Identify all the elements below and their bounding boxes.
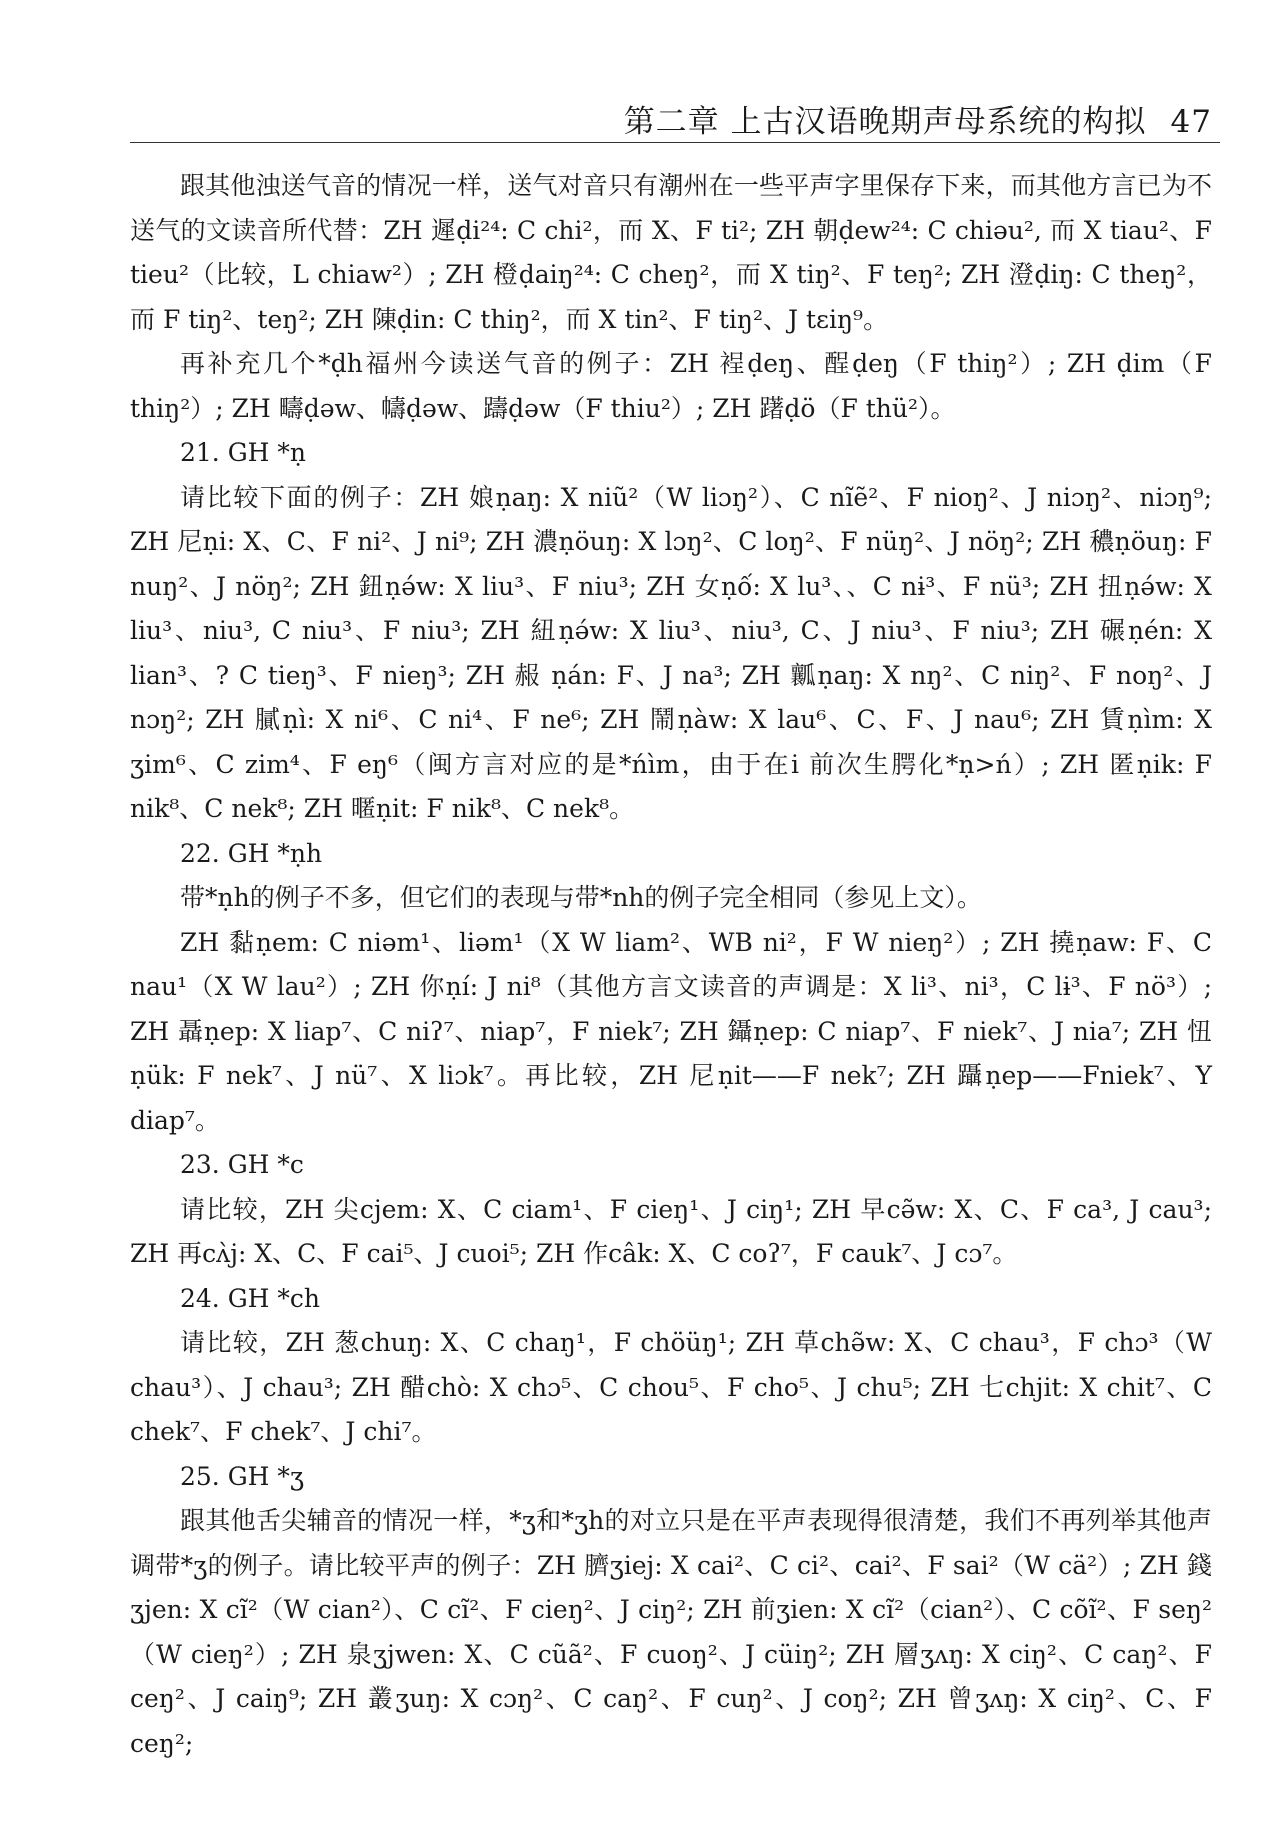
section-heading: 25. GH *ʒ [180,1461,305,1491]
paragraph: 请比较，ZH 葱chuŋ: X、C chaŋ¹，F chöüŋ¹; ZH 草chə̃w: X、C chau³，F chɔ³（W chau³）、J chau³; ZH 醋chò: X chɔ⁵、C chou⁵、F cho⁵、J chu⁵; ZH 七chjit: X chit⁷、C chek⁷、F chek⁷、J chi⁷。 [130,1328,1212,1446]
header-rule [130,142,1220,143]
section-heading: 24. GH *ch [180,1283,321,1313]
paragraph: 请比较下面的例子：ZH 娘ṇaŋ: X niũ²（W liɔŋ²）、C nĩẽ²、F nioŋ²、J niɔŋ²、niɔŋ⁹; ZH 尼ṇi: X、C、F ni²、J ni⁹; ZH 濃ṇöuŋ: X lɔŋ²、C loŋ²、F nüŋ²、J nöŋ²; ZH 穠ṇöuŋ: F nuŋ²、J nöŋ²; ZH 鈕ṇə́w: X liu³、F niu³; ZH 女ṇố: X lu³、、C nɨ³、F nü³; ZH 扭ṇə́w: X liu³、niu³, C niu³、F niu³; ZH 紐ṇə́w: X liu³、niu³, C、J niu³、F niu³; ZH 碾ṇén: X lian³、? C tieŋ³、F nieŋ³; ZH 赧 ṇán: F、J na³; ZH 瓤ṇaŋ: X nŋ²、C niŋ²、F noŋ²、J nɔŋ²; ZH 膩ṇì: X ni⁶、C ni⁴、F ne⁶; ZH 鬧ṇàw: X lau⁶、C、F、J nau⁶; ZH 賃ṇìm: X ʒim⁶、C zim⁴、F eŋ⁶（闽方言对应的是*ńìm，由于在i 前次生腭化*ṇ>ń）; ZH 匿ṇik: F nik⁸、C nek⁸; ZH 暱ṇit: F nik⁸、C nek⁸。 [130,482,1212,823]
section-heading: 23. GH *c [180,1150,304,1179]
paragraph: 跟其他舌尖辅音的情况一样，*ʒ和*ʒh的对立只是在平声表现得很清楚，我们不再列举其他声调带*ʒ的例子。请比较平声的例子：ZH 臍ʒiej: X cai²、C ci²、cai²、F sai²（W cä²）; ZH 錢ʒjen: X cĩ²（W cian²）、C cĩ²、F cieŋ²、J ciŋ²; ZH 前ʒien: X cĩ²（cian²）、C cõĩ²、F seŋ²（W cieŋ²）; ZH 泉ʒjwen: X、C cũã²、F cuoŋ²、J cüiŋ²; ZH 層ʒʌŋ: X ciŋ²、C caŋ²、F ceŋ²、J caiŋ⁹; ZH 叢ʒuŋ: X cɔŋ²、C caŋ²、F cuŋ²、J coŋ²; ZH 曾ʒʌŋ: X ciŋ²、C、F ceŋ²; [130,1506,1212,1758]
paragraph: 带*ṇh的例子不多，但它们的表现与带*nh的例子完全相同（参见上文）。 [180,883,982,912]
paragraph: ZH 黏ṇem: C niəm¹、liəm¹（X W liam²、WB ni²，F W nieŋ²）; ZH 撓ṇaw: F、C nau¹（X W lau²）; ZH 你ṇí: J ni⁸（其他方言文读音的声调是：X li³、ni³，C lɨ³、F nö³）; ZH 聶ṇep: X liap⁷、C niʔ⁷、niap⁷，F niek⁷; ZH 鑷ṇep: C niap⁷、F niek⁷、J nia⁷; ZH 忸ṇük: F nek⁷、J nü⁷、X liɔk⁷。再比较，ZH 尼ṇit——F nek⁷; ZH 躡ṇep——Fniek⁷、Y diap⁷。 [130,927,1212,1135]
body-text [130,164,1212,1766]
running-header [624,96,1212,141]
section-heading: 22. GH *ṇh [180,838,323,868]
paragraph: 再补充几个*ḍh福州今读送气音的例子：ZH 裎ḍeŋ、酲ḍeŋ（F thiŋ²）; ZH ḍim（F thiŋ²）; ZH 疇ḍəw、幬ḍəw、躊ḍəw（F thiu²）; ZH 躇ḍö（F thü²）。 [130,349,1212,423]
section-heading: 21. GH *ṇ [180,438,307,467]
paragraph: 请比较，ZH 尖cjem: X、C ciam¹、F cieŋ¹、J ciŋ¹; ZH 早cə̃w: X、C、F ca³, J cau³; ZH 再cʌ̀j: X、C、F cai⁵、J cuoi⁵; ZH 作câk: X、C coʔ⁷，F cauk⁷、J cɔ⁷。 [130,1194,1212,1268]
page-number: 47 [1170,104,1212,140]
paragraph: 跟其他浊送气音的情况一样，送气对音只有潮州在一些平声字里保存下来，而其他方言已为不送气的文读音所代替：ZH 遲ḍi²⁴: C chi²，而 X、F ti²; ZH 朝ḍew²⁴: C chiəu², 而 X tiau²、F tieu²（比较，L chiaw²）; ZH 橙ḍaiŋ²⁴: C cheŋ²，而 X tiŋ²、F teŋ²; ZH 澄ḍiŋ: C theŋ²，而 F tiŋ²、teŋ²; ZH 陳ḍin: C thiŋ²，而 X tin²、F tiŋ²、J tεiŋ⁹。 [130,171,1212,334]
chapter-title: 第二章 上古汉语晚期声母系统的构拟 [623,104,1147,140]
